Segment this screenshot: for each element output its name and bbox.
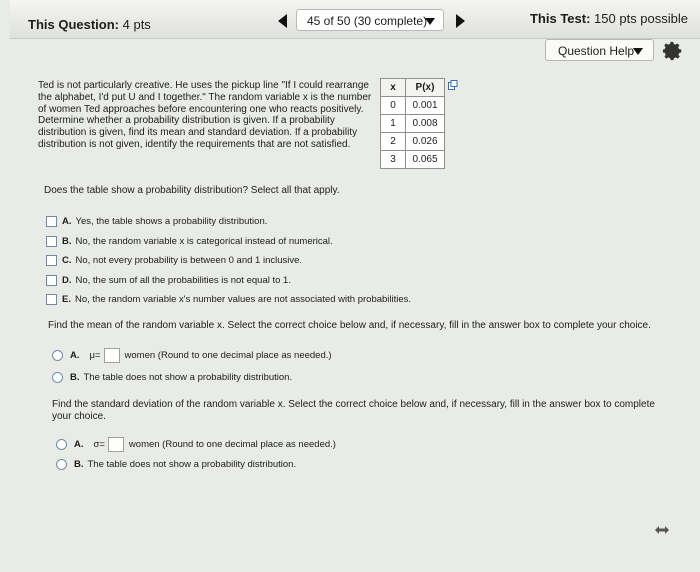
table-header-px: P(x) <box>406 79 445 97</box>
dropdown-caret-icon <box>633 48 643 55</box>
table-row <box>381 115 445 133</box>
dropdown-caret-icon <box>425 18 435 25</box>
table-header-x: x <box>381 79 406 97</box>
option-letter: A. <box>70 350 80 361</box>
prev-arrow-icon[interactable] <box>278 14 287 28</box>
table-row <box>381 133 445 151</box>
question-help-button[interactable] <box>545 39 654 61</box>
option-letter: C. <box>62 255 72 266</box>
table-cell-px: 0.001 <box>406 97 445 115</box>
gear-icon[interactable] <box>662 40 684 62</box>
mean-symbol: μ= <box>89 350 101 361</box>
q1-option-b[interactable] <box>46 236 333 247</box>
option-letter: B. <box>74 459 84 470</box>
problem-text: Ted is not particularly creative. He uses the pickup line "If I could rearrange the alphabet, I'd put U and I together." The random variable x is the number of women Ted approaches before encountering one who reacts positively. Determine whether a probability distribution is given. If a probability distribution is given, find its mean and standard deviation. If a probability distribution is not given, identify the requirements that are not satisfied. <box>38 80 372 150</box>
option-text: The table does not show a probability distribution. <box>83 372 293 383</box>
q1-prompt: Does the table show a probability distribution? Select all that apply. <box>44 185 340 196</box>
nav-position: 45 of 50 (30 complete) <box>307 14 428 28</box>
option-letter: B. <box>70 372 80 383</box>
test-points <box>530 11 688 26</box>
q3-prompt: Find the standard deviation of the random variable x. Select the correct choice below and, if necessary, fill in the answer box to complete your choice. <box>52 399 655 422</box>
question-points <box>28 17 151 32</box>
option-letter: A. <box>74 439 84 450</box>
q1-option-c[interactable] <box>46 255 302 266</box>
radio-button[interactable] <box>52 372 63 383</box>
probability-table <box>380 78 445 169</box>
option-text: women (Round to one decimal place as needed.) <box>128 439 336 450</box>
option-text: women (Round to one decimal place as needed.) <box>124 350 332 361</box>
q1-option-d[interactable] <box>46 275 291 286</box>
option-letter: E. <box>62 294 71 305</box>
table-cell-x: 3 <box>381 151 406 169</box>
option-text: No, not every probability is between 0 and 1 inclusive. <box>75 255 303 266</box>
q1-option-e[interactable] <box>46 294 411 305</box>
q2-option-b[interactable] <box>52 372 292 383</box>
table-row <box>381 97 445 115</box>
table-cell-x: 1 <box>381 115 406 133</box>
question-points-value: 4 pts <box>122 17 151 32</box>
q3-option-b[interactable] <box>56 459 296 470</box>
checkbox[interactable] <box>46 275 57 286</box>
question-help-label: Question Help <box>558 44 635 58</box>
mean-answer-input[interactable] <box>104 348 120 363</box>
copy-icon[interactable] <box>448 80 458 90</box>
checkbox[interactable] <box>46 236 57 247</box>
table-row <box>381 151 445 169</box>
checkbox[interactable] <box>46 216 57 227</box>
test-points-value: 150 pts possible <box>594 11 688 26</box>
q2-prompt: Find the mean of the random variable x. Select the correct choice below and, if necessary, fill in the answer box to complete your choice. <box>48 320 651 331</box>
radio-button[interactable] <box>52 350 63 361</box>
question-navigator[interactable] <box>296 9 444 31</box>
option-letter: B. <box>62 236 72 247</box>
table-cell-px: 0.065 <box>406 151 445 169</box>
radio-button[interactable] <box>56 439 67 450</box>
resize-arrows-icon[interactable] <box>655 525 669 535</box>
sigma-symbol: σ= <box>93 439 105 450</box>
option-text: No, the sum of all the probabilities is not equal to 1. <box>75 275 291 286</box>
table-cell-px: 0.008 <box>406 115 445 133</box>
table-header-row <box>381 79 445 97</box>
checkbox[interactable] <box>46 294 57 305</box>
sd-answer-input[interactable] <box>108 437 124 452</box>
option-text: No, the random variable x's number values are not associated with probabilities. <box>74 294 412 305</box>
option-text: The table does not show a probability distribution. <box>87 459 297 470</box>
option-text: No, the random variable x is categorical instead of numerical. <box>75 236 333 247</box>
table-cell-x: 0 <box>381 97 406 115</box>
test-label: This Test: <box>529 11 591 26</box>
radio-button[interactable] <box>56 459 67 470</box>
question-label: This Question: <box>28 17 119 32</box>
q2-option-a[interactable] <box>52 348 332 363</box>
next-arrow-icon[interactable] <box>456 14 465 28</box>
checkbox[interactable] <box>46 255 57 266</box>
q1-option-a[interactable] <box>46 216 267 227</box>
top-bar <box>10 0 700 39</box>
table-cell-x: 2 <box>381 133 406 151</box>
option-letter: A. <box>62 216 72 227</box>
table-cell-px: 0.026 <box>406 133 445 151</box>
option-text: Yes, the table shows a probability distribution. <box>75 216 268 227</box>
option-letter: D. <box>62 275 72 286</box>
q3-option-a[interactable] <box>56 437 336 452</box>
